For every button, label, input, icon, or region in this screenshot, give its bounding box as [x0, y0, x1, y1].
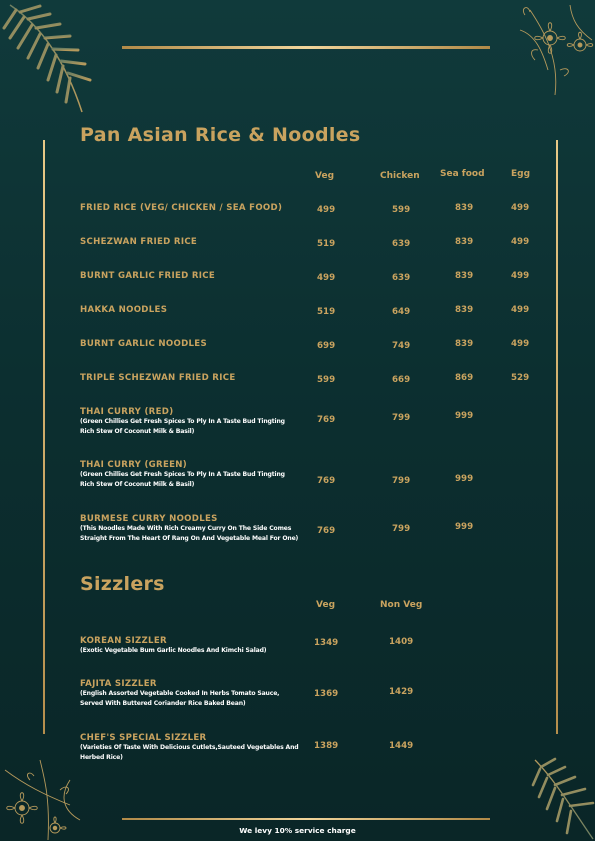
price-chicken: 599 — [392, 205, 411, 215]
item-name: BURMESE CURRY NOODLES — [80, 514, 218, 524]
price-veg: 769 — [317, 526, 336, 536]
item-name: FRIED RICE (VEG/ CHICKEN / SEA FOOD) — [80, 203, 283, 213]
price-veg: 519 — [317, 239, 336, 249]
price-veg: 769 — [317, 476, 336, 486]
item-description-line: Rich Stew Of Coconut Milk & Basil) — [80, 428, 195, 435]
price-chicken: 639 — [392, 239, 411, 249]
item-description-line: (Exotic Vegetable Bum Garlic Noodles And Kimchi Salad) — [80, 647, 267, 654]
price-sea-food: 999 — [455, 522, 474, 532]
price-chicken: 669 — [392, 375, 411, 385]
item-name: CHEF'S SPECIAL SIZZLER — [80, 733, 207, 743]
price-veg: 519 — [317, 307, 336, 317]
item-description-line: Served With Buttered Coriander Rice Baked Bean) — [80, 700, 246, 707]
price-chicken: 799 — [392, 413, 411, 423]
item-name: BURNT GARLIC FRIED RICE — [80, 271, 216, 281]
service-charge-note: We levy 10% service charge — [239, 826, 356, 835]
price-veg: 1389 — [314, 741, 339, 751]
bottom-gold-rule — [122, 818, 490, 820]
item-description-line: (Green Chillies Get Fresh Spices To Ply In A Taste Bud Tingting — [80, 471, 285, 478]
item-description-line: Straight From The Heart Of Rang On And Vegetable Meal For One) — [80, 535, 299, 542]
item-description-line: Rich Stew Of Coconut Milk & Basil) — [80, 481, 195, 488]
left-gold-border — [43, 140, 45, 734]
price-sea-food: 839 — [455, 305, 474, 315]
item-description-line: (Varieties Of Taste With Delicious Cutlets,Sauteed Vegetables And — [80, 744, 299, 751]
price-veg: 1349 — [314, 638, 339, 648]
price-chicken: 799 — [392, 476, 411, 486]
price-sea-food: 869 — [455, 373, 474, 383]
price-non-veg: 1449 — [389, 741, 414, 751]
price-egg: 499 — [511, 271, 530, 281]
item-description-line: (Green Chillies Get Fresh Spices To Ply In A Taste Bud Tingting — [80, 418, 285, 425]
item-name: THAI CURRY (GREEN) — [80, 460, 188, 470]
price-veg: 499 — [317, 205, 336, 215]
price-veg: 769 — [317, 415, 336, 425]
item-name: HAKKA NOODLES — [80, 305, 168, 315]
item-name: THAI CURRY (RED) — [80, 407, 174, 417]
item-description-line: (This Noodles Made With Rich Creamy Curry On The Side Comes — [80, 525, 292, 532]
column-header-veg: Veg — [315, 171, 335, 181]
price-veg: 499 — [317, 273, 336, 283]
price-egg: 499 — [511, 203, 530, 213]
price-chicken: 799 — [392, 524, 411, 534]
item-name: BURNT GARLIC NOODLES — [80, 339, 207, 349]
palm-leaf-icon — [0, 0, 100, 115]
price-veg: 599 — [317, 375, 336, 385]
item-description-line: Herbed Rice) — [80, 754, 123, 761]
price-egg: 499 — [511, 339, 530, 349]
column-header-sea-food: Sea food — [440, 169, 485, 179]
price-sea-food: 999 — [455, 411, 474, 421]
section-title-pan-asian: Pan Asian Rice & Noodles — [80, 124, 361, 146]
item-name: FAJITA SIZZLER — [80, 679, 157, 689]
item-name: KOREAN SIZZLER — [80, 636, 167, 646]
column-header-non-veg: Non Veg — [380, 600, 423, 610]
price-sea-food: 839 — [455, 339, 474, 349]
price-egg: 499 — [511, 305, 530, 315]
price-chicken: 649 — [392, 307, 411, 317]
price-sea-food: 839 — [455, 237, 474, 247]
price-veg: 1369 — [314, 689, 339, 699]
top-gold-rule — [122, 46, 490, 49]
column-header-veg: Veg — [316, 600, 336, 610]
price-chicken: 749 — [392, 341, 411, 351]
price-chicken: 639 — [392, 273, 411, 283]
flower-icon — [500, 0, 595, 100]
item-description-line: (English Assorted Vegetable Cooked In Herbs Tomato Sauce, — [80, 690, 280, 697]
item-name: TRIPLE SCHEZWAN FRIED RICE — [80, 373, 236, 383]
column-header-egg: Egg — [511, 169, 531, 179]
price-egg: 529 — [511, 373, 530, 383]
item-name: SCHEZWAN FRIED RICE — [80, 237, 198, 247]
price-sea-food: 999 — [455, 474, 474, 484]
price-sea-food: 839 — [455, 203, 474, 213]
price-non-veg: 1429 — [389, 687, 414, 697]
price-sea-food: 839 — [455, 271, 474, 281]
column-header-chicken: Chicken — [380, 171, 420, 181]
price-veg: 699 — [317, 341, 336, 351]
section-title-sizzlers: Sizzlers — [80, 573, 165, 595]
price-egg: 499 — [511, 237, 530, 247]
price-non-veg: 1409 — [389, 637, 414, 647]
right-gold-border — [556, 140, 558, 734]
